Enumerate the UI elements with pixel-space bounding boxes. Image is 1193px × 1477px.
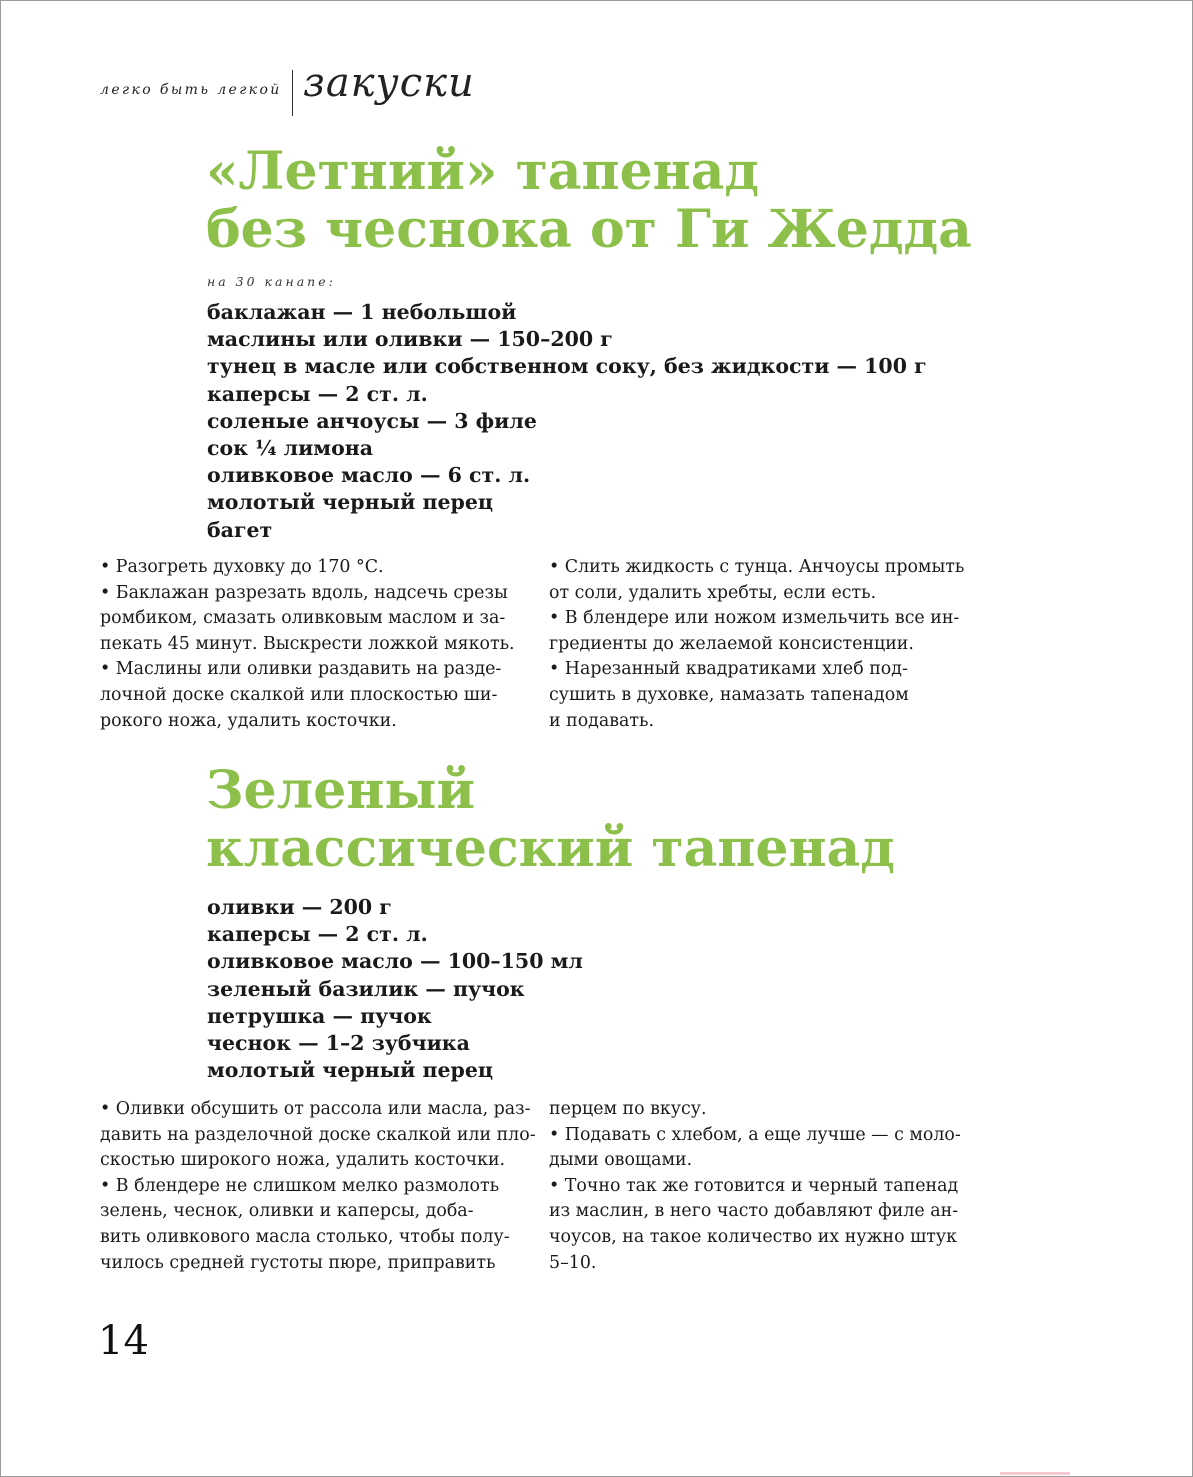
step-line: • Точно так же готовится и черный тапенад	[549, 1175, 959, 1196]
recipe1-title-line2: без чеснока от Ги Жедда	[206, 199, 972, 260]
step-line: от соли, удалить хребты, если есть.	[549, 582, 877, 603]
recipe2-title-line2: классический тапенад	[206, 818, 895, 879]
recipe1-steps-col2	[549, 555, 964, 734]
step-line: ромбиком, смазать оливковым маслом и за-	[100, 608, 506, 629]
step-line: вить оливкового масла столько, чтобы полу-	[100, 1226, 510, 1247]
recipe1-title	[206, 143, 972, 259]
step-line: сушить в духовке, намазать тапенадом	[549, 684, 909, 705]
step-line: скостью широкого ножа, удалить косточки.	[100, 1150, 506, 1171]
page-number: 14	[98, 1318, 149, 1364]
step-line: пекать 45 минут. Выскрести ложкой мякоть.	[100, 633, 515, 654]
ingredient-item: зеленый базилик — пучок	[207, 976, 525, 1001]
step-line: чилось средней густоты пюре, приправить	[100, 1252, 496, 1273]
header-divider	[292, 70, 293, 116]
recipe1-title-line1: «Летний» тапенад	[206, 141, 760, 202]
recipe1-steps-col1	[100, 555, 515, 734]
ingredient-item: чеснок — 1–2 зубчика	[207, 1031, 470, 1056]
step-line: • Нарезанный квадратиками хлеб под-	[549, 659, 908, 680]
step-line: перцем по вкусу.	[549, 1099, 707, 1119]
step-line: • Маслины или оливки раздавить на разде-	[100, 659, 502, 680]
ingredient-item: багет	[207, 517, 273, 542]
step-line: чоусов, на такое количество их нужно штук	[549, 1226, 958, 1247]
step-line: 5–10.	[549, 1252, 597, 1273]
ingredient-item: оливки — 200 г	[207, 895, 392, 919]
step-line: давить на разделочной доске скалкой или пло-	[100, 1124, 536, 1145]
header-series: легко быть легкой	[100, 82, 282, 98]
recipe2-ingredients	[207, 894, 583, 1084]
ingredient-item: каперсы — 2 ст. л.	[207, 381, 428, 406]
ingredient-item: маслины или оливки — 150–200 г	[207, 327, 613, 352]
recipe2-title	[206, 762, 895, 878]
ingredient-item: петрушка — пучок	[207, 1003, 432, 1028]
step-line: дыми овощами.	[549, 1150, 693, 1171]
ingredient-item: молотый черный перец	[207, 1058, 494, 1083]
step-line: и подавать.	[549, 710, 655, 731]
ingredient-item: сок ¼ лимона	[207, 436, 374, 461]
recipe2-title-line1: Зеленый	[206, 760, 476, 821]
step-line: • Подавать с хлебом, а еще лучше — с моло-	[549, 1124, 961, 1145]
step-line: • Баклажан разрезать вдоль, надсечь срезы	[100, 582, 508, 603]
recipe2-steps-col2	[549, 1097, 961, 1276]
ingredient-item: каперсы — 2 ст. л.	[207, 922, 428, 947]
ingredient-item: оливковое масло — 100–150 мл	[207, 949, 583, 974]
ingredient-item: молотый черный перец	[207, 490, 494, 515]
step-line: гредиенты до желаемой консистенции.	[549, 633, 914, 654]
step-line: лочной доске скалкой или плоскостью ши-	[100, 684, 498, 705]
step-line: из маслин, в него часто добавляют филе ан-	[549, 1201, 959, 1222]
recipe1-ingredients	[207, 299, 927, 544]
ingredient-item: тунец в масле или собственном соку, без жидкости — 100 г	[207, 354, 927, 379]
step-line: • В блендере или ножом измельчить все ин-	[549, 608, 960, 629]
ingredient-item: оливковое масло — 6 ст. л.	[207, 463, 531, 488]
recipe2-steps-col1	[100, 1097, 536, 1276]
step-line: рокого ножа, удалить косточки.	[100, 710, 397, 731]
step-line: • В блендере не слишком мелко размолоть	[100, 1175, 500, 1196]
step-line: зелень, чеснок, оливки и каперсы, доба-	[100, 1201, 474, 1222]
edge-mark	[1000, 1472, 1070, 1475]
step-line: • Слить жидкость с тунца. Анчоусы промыть	[549, 557, 965, 577]
step-line: • Разогреть духовку до 170 °С.	[100, 557, 384, 577]
recipe1-serves: на 30 канапе:	[207, 274, 336, 289]
ingredient-item: соленые анчоусы — 3 филе	[207, 408, 537, 433]
ingredient-item: баклажан — 1 небольшой	[207, 300, 517, 324]
step-line: • Оливки обсушить от рассола или масла, раз-	[100, 1099, 531, 1119]
header-section: закуски	[303, 60, 475, 106]
